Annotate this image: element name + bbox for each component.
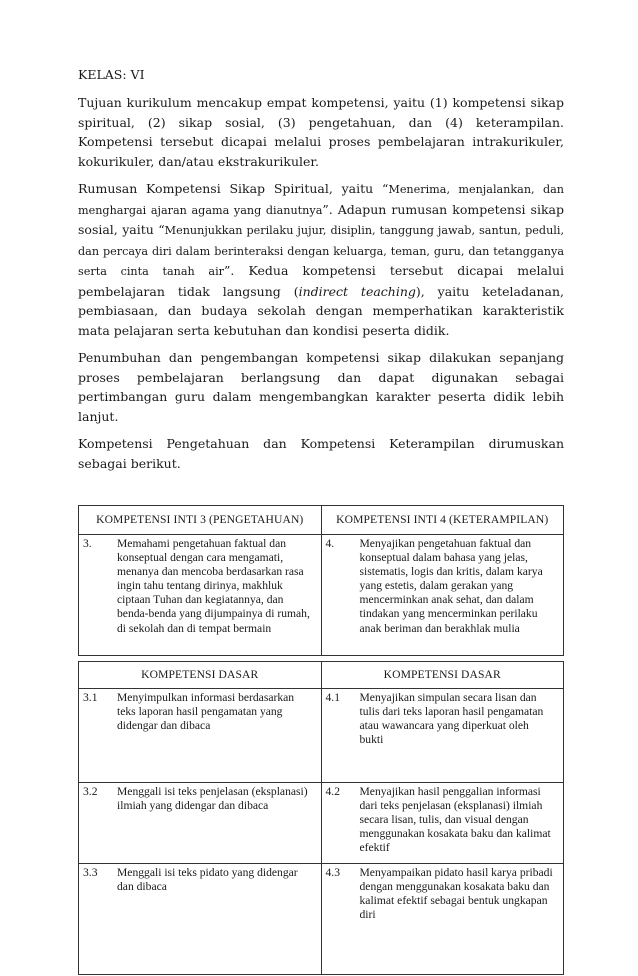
kd-cell-left [79, 783, 322, 864]
table-row [79, 783, 564, 864]
ki3-text: Memahami pengetahuan faktual dan konseptual dengan cara mengamati, menanya dan mencoba berdasarkan rasa ingin tahu tentang dirinya, makhluk ciptaan Tuhan dan kegiatannya, dan benda-benda yang dijumpainya di rumah, di sekolah dan di tempat bermain [117, 537, 310, 635]
kd-text: Menyajikan simpulan secara lisan dan tulis dari teks laporan hasil pengamatan atau wawancara yang diperkuat oleh bukti [359, 691, 544, 747]
table-row [79, 689, 564, 783]
core-competence-table [78, 505, 564, 656]
ki3-number: 3. [83, 537, 92, 550]
kd-number: 4.3 [325, 866, 340, 879]
kd-cell-right [321, 783, 564, 864]
kd-text: Menyimpulkan informasi berdasarkan teks laporan hasil pengamatan yang didengar dan dibaca [117, 691, 295, 733]
kd-number: 3.3 [83, 866, 98, 879]
kd-number: 3.1 [83, 691, 98, 704]
paragraph-competence-intro: Kompetensi Pengetahuan dan Kompetensi Keterampilan dirumuskan sebagai berikut. [78, 436, 564, 471]
social-quote: Menunjukkan perilaku jujur, disiplin, tanggung jawab, santun, peduli, dan percaya diri dalam berinteraksi dengan keluarga, teman, guru, dan tetangganya serta cinta tanah air [78, 224, 564, 278]
ki4-header: KOMPETENSI INTI 4 (KETERAMPILAN) [321, 506, 564, 535]
p2-text-b: ”. Adapun rumusan kompetensi sikap sosial, yaitu “ [78, 201, 564, 237]
table-row [79, 864, 564, 975]
kd-text: Menggali isi teks pidato yang didengar dan dibaca [117, 866, 298, 894]
kd-number: 4.2 [325, 785, 340, 798]
kd-text: Menggali isi teks penjelasan (eksplanasi) ilmiah yang didengar dan dibaca [117, 785, 308, 813]
kd-cell-right [321, 864, 564, 975]
paragraph-curriculum-goals: Tujuan kurikulum mencakup empat kompetensi, yaitu (1) kompetensi sikap spiritual, (2) sikap sosial, (3) pengetahuan, dan (4) keterampilan. Kompetensi tersebut dicapai melalui proses pembelajaran intrakurikuler, kokurikuler, dan/atau ekstrakurikuler. [78, 95, 564, 169]
kd-text: Menyampaikan pidato hasil karya pribadi dengan menggunakan kosakata baku dan kalimat efektif sebagai bentuk ungkapan diri [359, 866, 553, 922]
kd-number: 4.1 [325, 691, 340, 704]
kd-number: 3.2 [83, 785, 98, 798]
p2-text-c: ”. Kedua kompetensi tersebut dicapai melalui pembelajaran tidak langsung ( [78, 263, 564, 299]
spiritual-quote: Menerima, menjalankan, dan menghargai ajaran agama yang dianutnya [78, 183, 564, 217]
kd-header-left: KOMPETENSI DASAR [79, 662, 322, 689]
kd-cell-left [79, 864, 322, 975]
ki4-cell [321, 535, 564, 656]
p2-text-d: ), yaitu keteladanan, pembiasaan, dan budaya sekolah dengan memperhatikan karakteristik mata pelajaran serta kebutuhan dan kondisi peserta didik. [78, 283, 564, 338]
class-label: KELAS: VI [78, 67, 145, 82]
kd-cell-left [79, 689, 322, 783]
ki4-number: 4. [325, 537, 335, 550]
document-page [78, 66, 564, 975]
indirect-teaching-term: indirect teaching [298, 283, 416, 299]
paragraph-attitude-development: Penumbuhan dan pengembangan kompetensi sikap dilakukan sepanjang proses pembelajaran berlangsung dan dapat digunakan sebagai pertimbangan guru dalam mengembangkan karakter peserta didik lebih lanjut. [78, 350, 564, 424]
kd-header-right: KOMPETENSI DASAR [321, 662, 564, 689]
kd-cell-right [321, 689, 564, 783]
p2-text-a: Rumusan Kompetensi Sikap Spiritual, yaitu “ [78, 181, 389, 196]
paragraph-attitude-competence [78, 179, 564, 340]
ki3-header: KOMPETENSI INTI 3 (PENGETAHUAN) [79, 506, 322, 535]
ki4-text: Menyajikan pengetahuan faktual dan konseptual dalam bahasa yang jelas, sistematis, logis dan kritis, dalam karya yang estetis, dalam gerakan yang mencerminkan anak sehat, dan dalam tindakan yang mencerminkan perilaku anak beriman dan berakhlak mulia [359, 537, 543, 635]
ki3-cell [79, 535, 322, 656]
kd-text: Menyajikan hasil penggalian informasi dari teks penjelasan (eksplanasi) ilmiah secara lisan, tulis, dan visual dengan menggunakan kosakata baku dan kalimat efektif [359, 785, 551, 855]
basic-competence-table [78, 661, 564, 975]
